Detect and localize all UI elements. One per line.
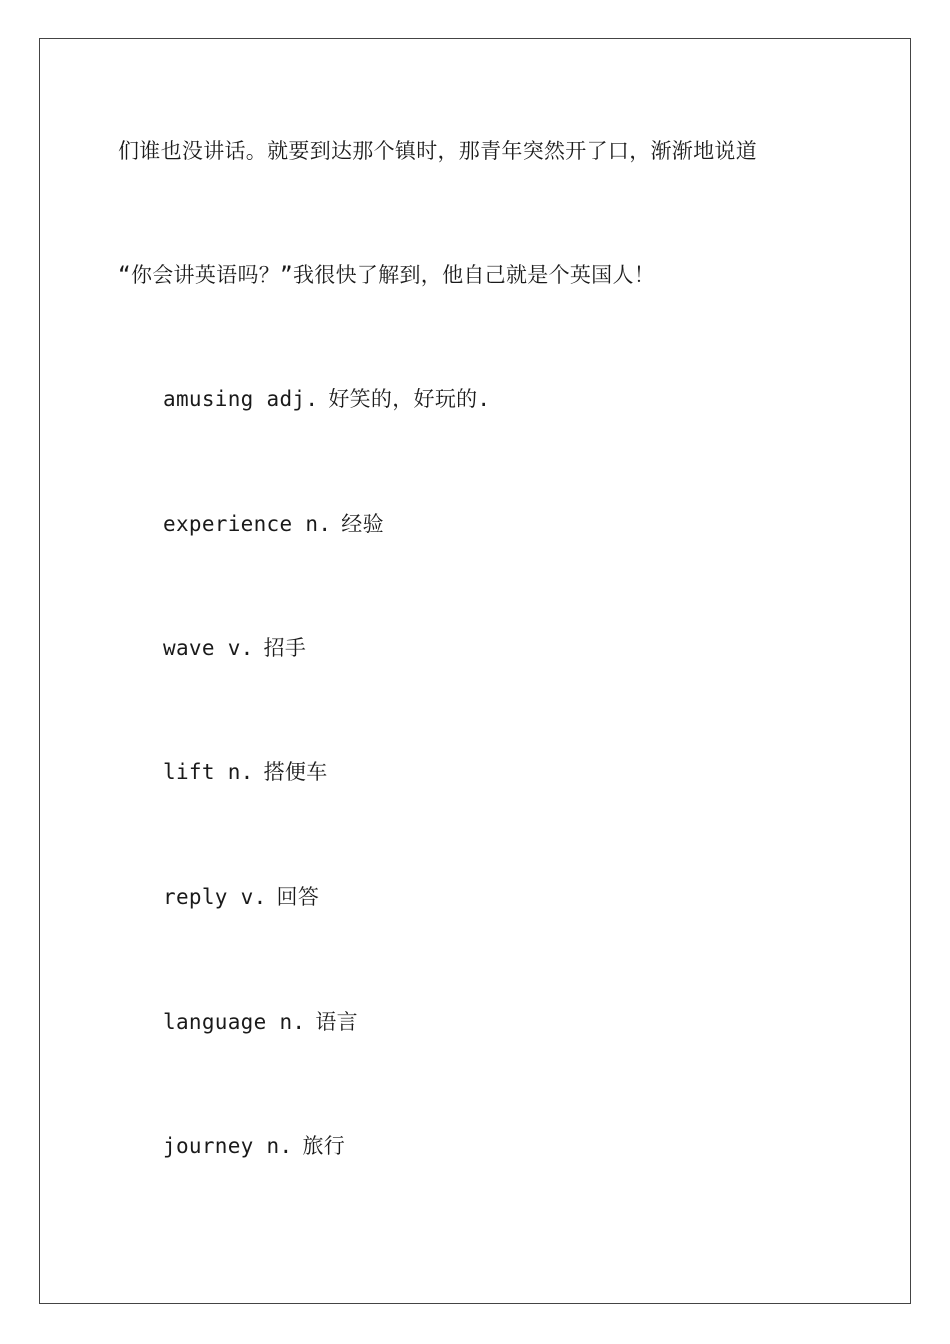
vocab-term: wave v. [163, 636, 254, 660]
vocab-meaning: 搭便车 [263, 760, 328, 784]
vocab-term: lift n. [163, 760, 254, 784]
vocab-entry [163, 1009, 358, 1035]
vocab-entry [163, 884, 319, 910]
vocab-entry [163, 759, 328, 785]
vocab-term: amusing adj. [163, 387, 319, 411]
vocab-term: language n. [163, 1010, 306, 1034]
vocab-meaning: 经验 [341, 512, 384, 536]
vocab-term: experience n. [163, 512, 332, 536]
paragraph-line-2: “你会讲英语吗？”我很快了解到，他自己就是个英国人！ [118, 263, 656, 287]
vocab-term: reply v. [163, 885, 267, 909]
paragraph-line-1: 们谁也没讲话。就要到达那个镇时，那青年突然开了口，渐渐地说道 [118, 139, 757, 163]
vocab-meaning: 语言 [315, 1010, 358, 1034]
vocab-meaning: 旅行 [302, 1134, 346, 1158]
vocab-entry [163, 386, 490, 412]
vocab-entry [163, 1133, 345, 1159]
vocab-entry [163, 511, 384, 537]
vocab-term: journey n. [163, 1134, 293, 1158]
vocab-meaning: 招手 [263, 636, 307, 660]
vocab-meaning: 回答 [276, 885, 320, 909]
page-border [39, 38, 911, 1304]
vocab-entry [163, 635, 306, 661]
vocab-meaning: 好笑的，好玩的. [328, 387, 491, 411]
